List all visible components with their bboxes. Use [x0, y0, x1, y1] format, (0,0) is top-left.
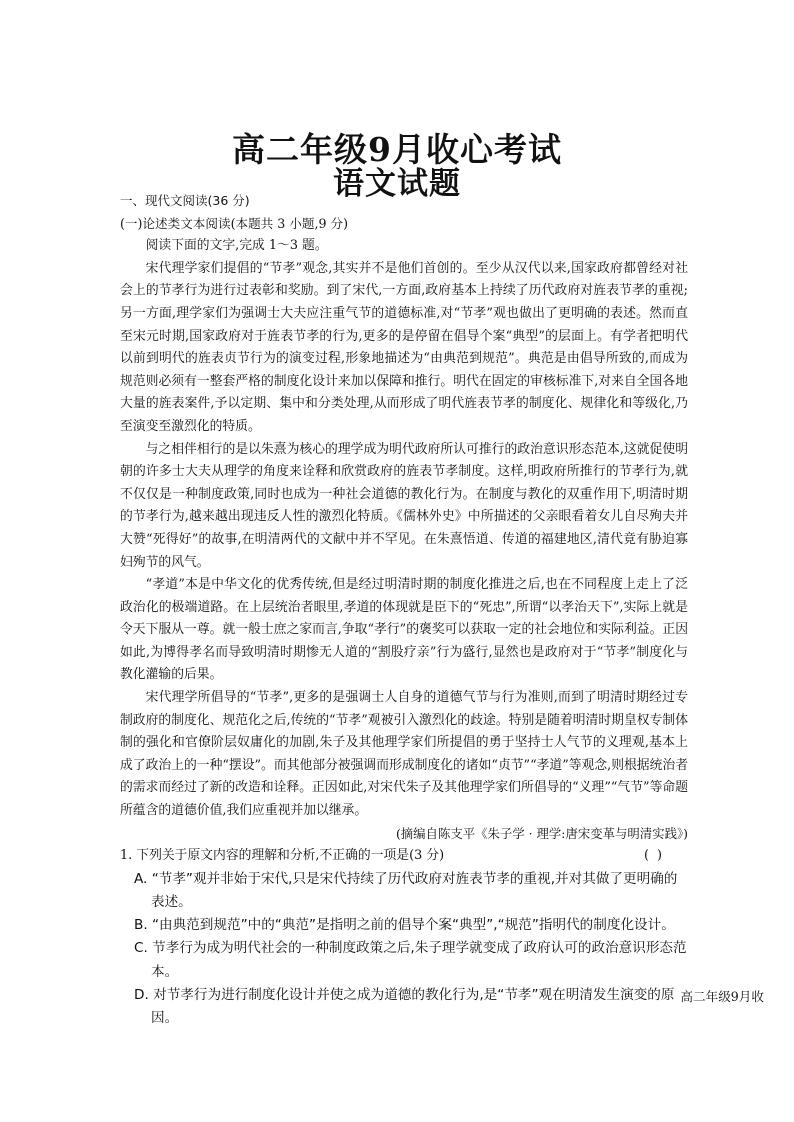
passage-paragraph-1: 宋代理学家们提倡的“节孝”观念,其实并不是他们首创的。至少从汉代以来,国家政府都曾经对社会上的节孝行为进行过表彰和奖励。到了宋代,一方面,政府基本上持续了历代政府对旌表节孝的重视;另一方面,理学家们为强调士大夫应注重气节的道德标准,对“节孝”观也做出了更明确的表述。然而直至宋元时期,国家政府对于旌表节孝的行为,更多的是停留在倡导个案“典型”的层面上。有学者把明代以前到明代的旌表贞节行为的演变过程,形象地描述为“由典范到规范”。典范是由倡导所致的,而成为规范则必须有一整套严格的制度化设计来加以保障和推行。明代在固定的审核标准下,对来自全国各地大量的旌表案件,予以定期、集中和分类处理,从而形成了明代旌表节孝的制度化、规律化和等级化,乃至演变至激烈化的特质。	[120, 260, 688, 434]
question-1-stem-row	[120, 845, 688, 868]
passage-paragraph-2: 与之相伴相行的是以朱熹为核心的理学成为明代政府所认可推行的政治意识形态范本,这就促使明朝的许多士大夫从理学的角度来诠释和欣赏政府的旌表节孝制度。这样,明政府所推行的节孝行为,就不仅仅是一种制度政策,同时也成为一种社会道德的教化行为。在制度与教化的双重作用下,明清时期的节孝行为,越来越出现违反人性的激烈化特质。《儒林外史》中所描述的父亲眼看着女儿自尽殉夫并大赞“死得好”的故事,在明清两代的文献中并不罕见。在朱熹悟道、传道的福建地区,清代竟有胁迫寡妇殉节的风气。	[120, 441, 688, 570]
passage-paragraph-3: “孝道”本是中华文化的优秀传统,但是经过明清时期的制度化推进之后,也在不同程度上走上了泛政治化的极端道路。在上层统治者眼里,孝道的体现就是臣下的“死忠”,所谓“以孝治天下”,实际上就是令天下服从一尊。就一般士庶之家而言,争取“孝行”的褒奖可以获取一定的社会地位和实际利益。正因如此,为博得孝名而导致明清时期惨无人道的“割股疗亲”行为盛行,显然也是政府对于“节孝”制度化与教化灌输的后果。	[120, 577, 688, 683]
exam-subject-title: 语文试题	[333, 166, 461, 202]
page-footer: 高二年级9月收	[680, 989, 764, 1004]
exam-title: 高二年级9月收心考试	[232, 130, 562, 169]
question-1-option-c: C. 节孝行为成为明代社会的一种制度政策之后,朱子理学就变成了政府认可的政治意识形态范本。	[134, 940, 687, 980]
question-1-option-a: A. “节孝”观并非始于宋代,只是宋代持续了历代政府对旌表节孝的重视,并对其做了更明确的表述。	[134, 870, 678, 911]
exam-content	[120, 190, 688, 1030]
question-1-stem: 1. 下列关于原文内容的理解和分析,不正确的一项是(3 分)	[120, 848, 445, 864]
passage-paragraph-4: 宋代理学所倡导的“节孝”,更多的是强调士人自身的道德气节与行为准则,而到了明清时期经过专制政府的制度化、规范化之后,传统的“节孝”观被引入激烈化的歧途。特别是随着明清时期皇权专制体制的强化和官僚阶层奴庸化的加剧,朱子及其他理学家们所提倡的勇于坚持士人气节的义理观,基本上成了政治上的一种“摆设”。而其他部分被强调而形成制度化的诸如“贞节”“孝道”等观念,则根据统治者的需求而经过了新的改造和诠释。正因如此,对宋代朱子及其他理学家们所倡导的“义理”“气节”等命题所蕴含的道德价值,我们应重视并加以继承。	[120, 690, 688, 819]
subsection-heading: (一)论述类文本阅读(本题共 3 小题,9 分)	[120, 215, 349, 231]
section-heading: 一、现代文阅读(36 分)	[120, 193, 250, 208]
answer-bracket: ( )	[643, 848, 664, 864]
passage-source: (摘编自陈支平《朱子学 · 理学:唐宋变革与明清实践》)	[395, 825, 688, 841]
reading-instruction: 阅读下面的文字,完成 1～3 题。	[145, 238, 328, 254]
question-1-option-d: D. 对节孝行为进行制度化设计并使之成为道德的教化行为,是“节孝”观在明清发生演变的原因。	[134, 986, 675, 1027]
question-1-option-b: B. “由典范到规范”中的“典范”是指明之前的倡导个案“典型”,“规范”指明代的制度化设计。	[134, 917, 675, 934]
